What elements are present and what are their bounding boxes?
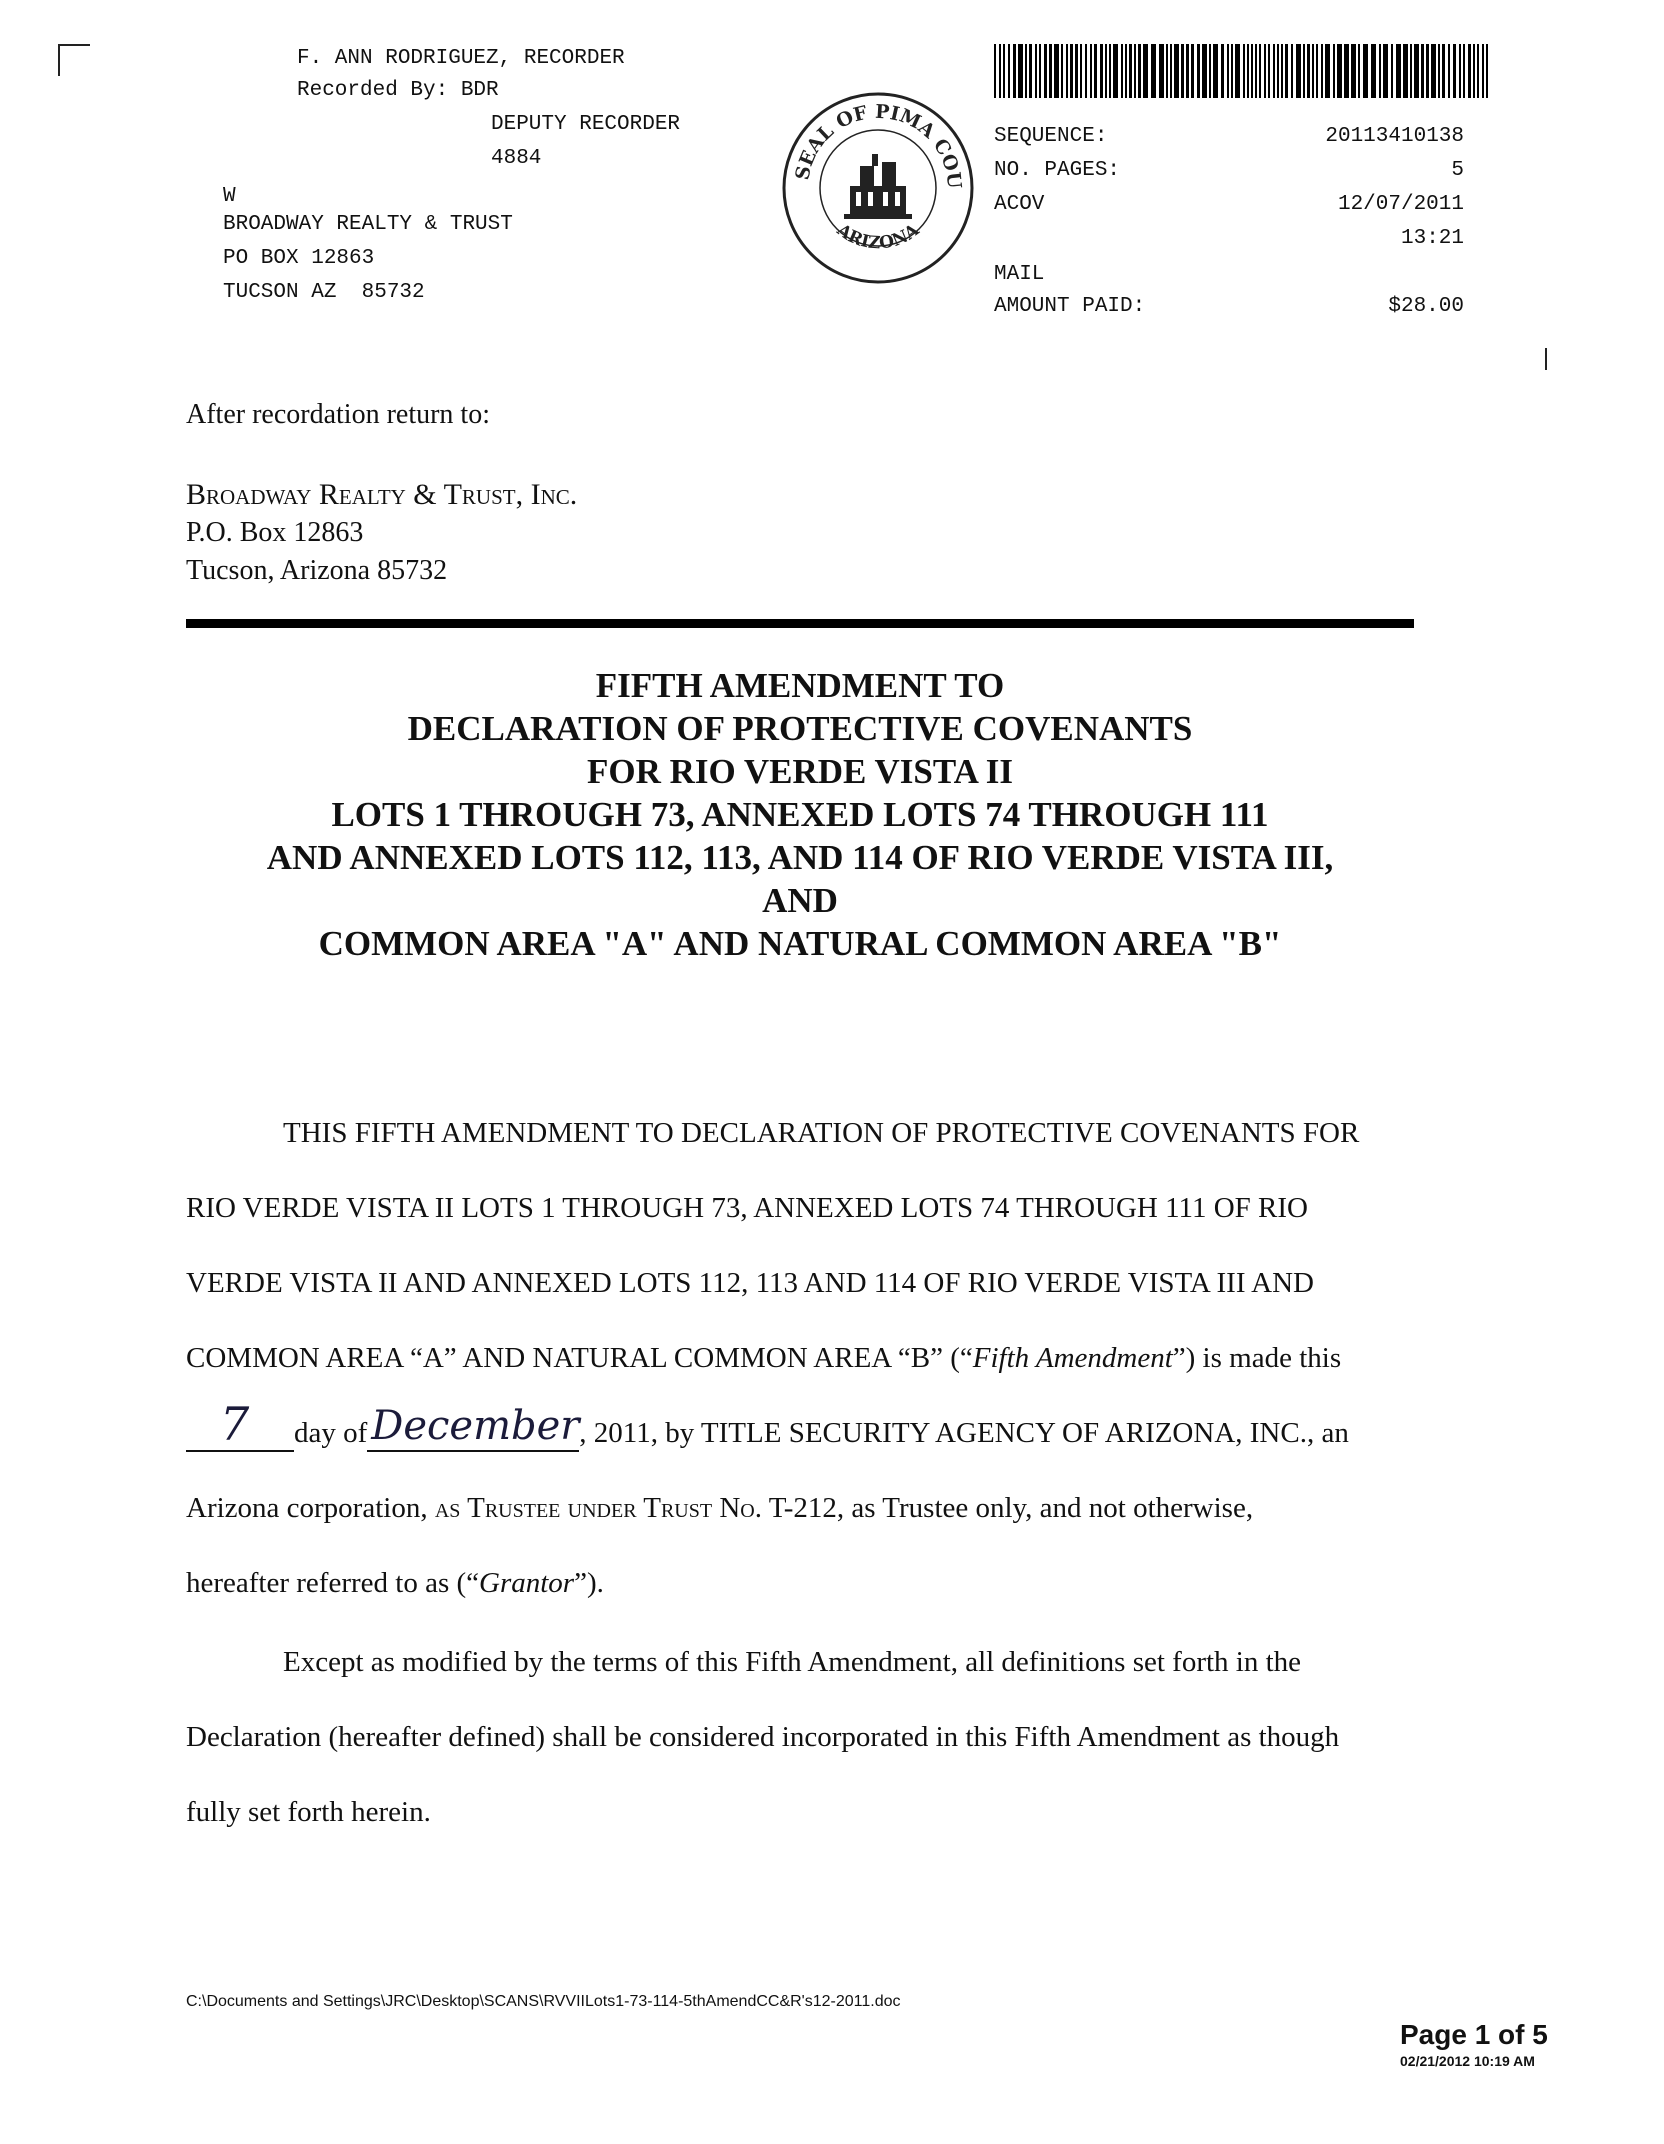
time-row (994, 222, 1464, 255)
barcode-bar (1113, 44, 1118, 98)
recorded-by: Recorded By: BDR (297, 79, 499, 102)
pages-label: NO. PAGES: (994, 159, 1121, 182)
barcode-bar (1307, 44, 1310, 98)
title-line-6: AND (762, 881, 838, 920)
barcode-bar (1264, 44, 1266, 98)
barcode (994, 44, 1492, 98)
barcode-bar (1351, 44, 1356, 98)
barcode-bar (1426, 44, 1429, 98)
month-blank (367, 1403, 580, 1452)
barcode-bar (1391, 44, 1393, 98)
title-line-2: DECLARATION OF PROTECTIVE COVENANTS (407, 709, 1193, 748)
seal-building-icon (844, 154, 912, 219)
pages-value: 5 (1451, 159, 1464, 182)
return-heading: After recordation return to: (186, 399, 490, 430)
barcode-bar (1151, 44, 1156, 98)
barcode-bar (1247, 44, 1249, 98)
pages-row (994, 154, 1464, 187)
barcode-bar (1410, 44, 1412, 98)
barcode-bar (1482, 44, 1484, 98)
barcode-bar (1383, 44, 1388, 98)
barcode-bar (1109, 44, 1111, 98)
barcode-bar (1174, 44, 1179, 98)
barcode-bar (1477, 44, 1479, 98)
barcode-bar (1463, 44, 1465, 98)
body-line-6: Arizona corporation, as Trustee under Trust No. T-212, as Trustee only, and not otherwise, (186, 1492, 1254, 1524)
barcode-bar (1268, 44, 1270, 98)
barcode-bar (994, 44, 996, 98)
body-line-1: THIS FIFTH AMENDMENT TO DECLARATION OF PROTECTIVE COVENANTS FOR (283, 1117, 1360, 1149)
type-date-row (994, 188, 1464, 221)
defined-term-fifth-amendment: Fifth Amendment (972, 1342, 1173, 1374)
barcode-bar (1191, 44, 1194, 98)
barcode-bar (1186, 44, 1189, 98)
body-line-9: Declaration (hereafter defined) shall be considered incorporated in this Fifth Amendment as though (186, 1721, 1340, 1753)
return-city: Tucson, Arizona 85732 (186, 555, 448, 586)
body-line-8: Except as modified by the terms of this Fifth Amendment, all definitions set forth in the (283, 1646, 1302, 1678)
barcode-bar (1066, 44, 1068, 98)
barcode-bar (1085, 44, 1087, 98)
amount-label: AMOUNT PAID: (994, 295, 1146, 318)
barcode-bar (1431, 44, 1436, 98)
barcode-bar (1296, 44, 1301, 98)
record-date: 12/07/2011 (1337, 193, 1464, 216)
barcode-bar (1281, 44, 1283, 98)
barcode-bar (1259, 44, 1261, 98)
barcode-bar (1442, 44, 1445, 98)
barcode-bar (1285, 44, 1288, 98)
scan-artifact-line (1545, 348, 1547, 370)
barcode-bar (1094, 44, 1097, 98)
page-number: Page 1 of 5 (1400, 2019, 1548, 2050)
barcode-bar (1025, 44, 1027, 98)
seal-bottom-text: ARIZONA (833, 220, 923, 254)
barcode-bar (1273, 44, 1275, 98)
barcode-bar (1414, 44, 1419, 98)
barcode-bar (1202, 44, 1207, 98)
body-line-4: COMMON AREA “A” AND NATURAL COMMON AREA “B” (“Fifth Amendment”) is made this (186, 1342, 1342, 1374)
body-line-5: 7 day of December , 2011, by TITLE SECURITY AGENCY OF ARIZONA, INC., an (186, 1417, 1349, 1452)
print-timestamp: 02/21/2012 10:19 AM (1400, 2053, 1535, 2069)
deputy-number: 4884 (491, 147, 542, 170)
barcode-bar (1029, 44, 1032, 98)
mail-address-line-3: TUCSON AZ 85732 (223, 281, 425, 304)
barcode-bar (1243, 44, 1245, 98)
mail-label: MAIL (994, 263, 1045, 286)
heavy-divider (186, 619, 1414, 628)
barcode-bar (1291, 44, 1293, 98)
record-time: 13:21 (1400, 227, 1464, 250)
barcode-bar (1044, 44, 1047, 98)
barcode-bar (1061, 44, 1063, 98)
barcode-bar (1166, 44, 1168, 98)
barcode-bar (1321, 44, 1323, 98)
barcode-bar (1008, 44, 1010, 98)
barcode-bar (1486, 44, 1488, 98)
amount-value: $28.00 (1388, 295, 1464, 318)
barcode-bar (1363, 44, 1368, 98)
body-line-10: fully set forth herein. (186, 1796, 431, 1828)
barcode-bar (1134, 44, 1136, 98)
file-path: C:\Documents and Settings\JRC\Desktop\SCANS\RVVIILots1-73-114-5thAmendCC&R's12-2011.doc (186, 1993, 901, 2010)
title-line-7: COMMON AREA "A" AND NATURAL COMMON AREA "B" (318, 924, 1282, 963)
barcode-bar (1138, 44, 1141, 98)
barcode-bar (1018, 44, 1023, 98)
title-line-3: FOR RIO VERDE VISTA II (587, 752, 1013, 791)
barcode-bar (1221, 44, 1224, 98)
sequence-value: 20113410138 (1325, 125, 1464, 148)
title-line-4: LOTS 1 THROUGH 73, ANNEXED LOTS 74 THROUGH 111 (331, 795, 1269, 834)
barcode-bar (1333, 44, 1335, 98)
barcode-bar (1080, 44, 1082, 98)
barcode-bar (1159, 44, 1164, 98)
barcode-bar (1100, 44, 1103, 98)
title-line-5: AND ANNEXED LOTS 112, 113, AND 114 OF RIO VERDE VISTA III, (266, 838, 1334, 877)
barcode-bar (1403, 44, 1408, 98)
doc-type: ACOV (994, 193, 1045, 216)
barcode-bar (1325, 44, 1330, 98)
barcode-bar (1129, 44, 1132, 98)
barcode-bar (1421, 44, 1424, 98)
recorder-name: F. ANN RODRIGUEZ, RECORDER (297, 47, 625, 70)
return-company: Broadway Realty & Trust, Inc. (186, 478, 578, 511)
barcode-bar (1344, 44, 1349, 98)
deputy-recorder: DEPUTY RECORDER (491, 113, 681, 136)
barcode-bar (1035, 44, 1037, 98)
barcode-bar (1277, 44, 1279, 98)
body-line-2: RIO VERDE VISTA II LOTS 1 THROUGH 73, ANNEXED LOTS 74 THROUGH 111 OF RIO (186, 1192, 1308, 1224)
barcode-bar (1453, 44, 1456, 98)
barcode-bar (1197, 44, 1200, 98)
barcode-bar (1337, 44, 1342, 98)
barcode-bar (1379, 44, 1381, 98)
barcode-bar (1312, 44, 1314, 98)
barcode-bar (1235, 44, 1240, 98)
amount-row (994, 290, 1464, 323)
mail-address-line-1: BROADWAY REALTY & TRUST (223, 213, 513, 236)
barcode-bar (1125, 44, 1127, 98)
barcode-bar (999, 44, 1001, 98)
handwritten-day: 7 (220, 1397, 250, 1451)
barcode-bar (1396, 44, 1401, 98)
barcode-bar (1090, 44, 1092, 98)
barcode-bar (1170, 44, 1172, 98)
w-mark: W (223, 185, 236, 208)
barcode-bar (1054, 44, 1059, 98)
barcode-bar (1468, 44, 1471, 98)
barcode-bar (1227, 44, 1229, 98)
sequence-label: SEQUENCE: (994, 125, 1108, 148)
barcode-bar (1303, 44, 1305, 98)
defined-term-grantor: Grantor (479, 1567, 575, 1599)
barcode-bar (1209, 44, 1211, 98)
barcode-bar (1358, 44, 1360, 98)
barcode-bar (1070, 44, 1073, 98)
barcode-bar (1255, 44, 1257, 98)
barcode-bar (1143, 44, 1148, 98)
body-line-7: hereafter referred to as (“Grantor”). (186, 1567, 604, 1599)
barcode-bar (1003, 44, 1005, 98)
handwritten-month: December (371, 1403, 580, 1449)
mail-address-line-2: PO BOX 12863 (223, 247, 375, 270)
barcode-bar (1459, 44, 1461, 98)
barcode-bar (1438, 44, 1440, 98)
barcode-bar (1181, 44, 1184, 98)
barcode-bar (1371, 44, 1376, 98)
document-title (186, 664, 1414, 965)
day-blank (186, 1397, 294, 1452)
barcode-bar (1075, 44, 1078, 98)
barcode-bar (1251, 44, 1253, 98)
barcode-bar (1013, 44, 1016, 98)
barcode-bar (1121, 44, 1123, 98)
title-line-1: FIFTH AMENDMENT TO (595, 666, 1005, 705)
body-line-3: VERDE VISTA II AND ANNEXED LOTS 112, 113 AND 114 OF RIO VERDE VISTA III AND (186, 1267, 1314, 1299)
svg-text:ARIZONA (832, 220, 923, 254)
seal-top-text: SEAL OF PIMA COU (791, 100, 966, 190)
barcode-bar (1049, 44, 1052, 98)
barcode-bar (1039, 44, 1041, 98)
barcode-bar (1316, 44, 1318, 98)
barcode-bar (1448, 44, 1450, 98)
return-po-box: P.O. Box 12863 (186, 517, 364, 548)
return-address (186, 476, 577, 590)
barcode-bar (1231, 44, 1233, 98)
county-seal (778, 88, 978, 288)
sequence-row (994, 120, 1464, 153)
barcode-bar (1213, 44, 1218, 98)
scan-corner-mark (58, 44, 90, 76)
barcode-bar (1105, 44, 1107, 98)
barcode-bar (1473, 44, 1475, 98)
